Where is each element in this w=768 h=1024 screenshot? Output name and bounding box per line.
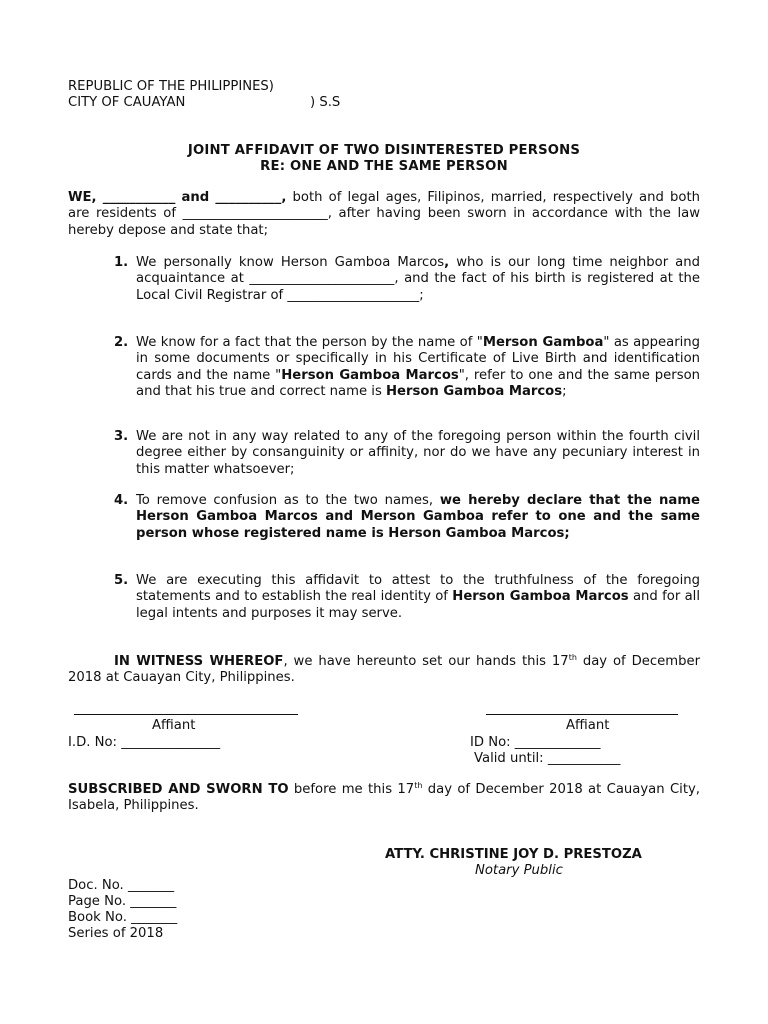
item-number: 1. — [114, 255, 129, 270]
item-text-part: , — [444, 255, 450, 270]
item-text-part: ", refer to one and the same person and that his true and correct name is — [136, 367, 700, 399]
item-number: 5. — [114, 573, 129, 588]
item-number: 3. — [114, 429, 129, 444]
intro-paragraph — [68, 190, 700, 239]
item-text-part: Merson Gamboa — [482, 335, 604, 350]
id-no-right: ID No: _____________ — [470, 735, 601, 750]
id-no-left: I.D. No: _______________ — [68, 735, 221, 750]
item-text — [136, 335, 700, 400]
intro-we: WE, — [68, 190, 97, 205]
notary-name: ATTY. CHRISTINE JOY D. PRESTOZA — [385, 847, 642, 862]
item-text — [136, 429, 700, 478]
item-text-part: We are not in any way related to any of the foregoing person within the fourth civil degree either by consanguinity or affinity, nor do we have any pecuniary interest in this matter whatsoever; — [136, 429, 700, 477]
witness-text-1: , we have hereunto set our hands this 17 — [283, 654, 569, 669]
doc-no: Doc. No. _______ — [68, 878, 175, 893]
item-text-part: Herson Gamboa Marcos — [281, 367, 459, 383]
title-line-1: JOINT AFFIDAVIT OF TWO DISINTERESTED PERSONS — [187, 143, 581, 158]
intro-text-1: both of legal ages, Filipinos, married, respectively and both are residents of — [68, 190, 700, 222]
sworn-text-2: day of December 2018 at Cauayan City, Isabela, Philippines. — [68, 782, 700, 814]
book-no: Book No. _______ — [68, 910, 178, 925]
intro-text-2: , after having been sworn in accordance with the law hereby depose and state that; — [68, 206, 701, 238]
notary-title: Notary Public — [475, 863, 563, 878]
item-text-part: We personally know Herson Gamboa Marcos — [136, 255, 445, 270]
item-text-part: who is our long time neighbor and acquaintance at ______________________, and the fact of his birth is registered at the Local Civil Registrar of ____________________; — [136, 255, 700, 303]
sworn-bold: SUBSCRIBED AND SWORN TO — [68, 782, 289, 797]
sworn-paragraph — [68, 782, 700, 815]
signature-line-left — [74, 714, 298, 715]
item-text-part: and for all legal intents and purposes it may serve. — [136, 589, 700, 621]
header-ss: ) S.S — [310, 95, 341, 110]
item-text-part: ; — [562, 383, 567, 399]
item-number: 4. — [114, 493, 129, 508]
item-text-part: Herson Gamboa Marcos — [452, 589, 629, 605]
item-text-part: To remove confusion as to the two names, — [136, 493, 440, 508]
title-line-2: RE: ONE AND THE SAME PERSON — [260, 159, 508, 174]
affiant-label-right: Affiant — [566, 718, 610, 733]
sworn-text-1: before me this 17 — [288, 782, 415, 797]
series: Series of 2018 — [68, 926, 164, 941]
witness-text-2: day of December 2018 at Cauayan City, Philippines. — [68, 654, 700, 686]
witness-sup: th — [568, 653, 577, 662]
item-text-part: Herson Gamboa Marcos — [386, 383, 563, 399]
item-text-part: we hereby declare that the name Herson Gamboa Marcos and Merson Gamboa refer to one and the same person whose registered name is Herson Gamboa Marcos; — [136, 493, 701, 541]
header-city: CITY OF CAUAYAN — [68, 95, 186, 110]
item-text — [136, 493, 700, 542]
valid-until-right: Valid until: ___________ — [474, 751, 621, 766]
sworn-sup: th — [414, 781, 423, 790]
signature-line-right — [486, 714, 678, 715]
item-text-part: " as appearing in some documents or specifically in his Certificate of Live Birth and identification cards and the name " — [136, 335, 701, 383]
affiant-label-left: Affiant — [152, 718, 196, 733]
item-text-part: We know for a fact that the person by the name of " — [136, 335, 483, 350]
intro-and: and — [181, 190, 210, 205]
intro-blank-3: ______________________ — [182, 206, 328, 222]
item-number: 2. — [114, 335, 129, 350]
intro-blank-1: ___________ — [102, 190, 176, 205]
witness-paragraph — [68, 654, 700, 687]
item-text-part: We are executing this affidavit to attest to the truthfulness of the foregoing statements and to establish the real identity of — [136, 573, 700, 605]
witness-bold: IN WITNESS WHEREOF — [114, 654, 284, 669]
header-republic: REPUBLIC OF THE PHILIPPINES) — [68, 79, 274, 94]
item-text — [136, 573, 700, 622]
page-no: Page No. _______ — [68, 894, 177, 909]
intro-blank-2: __________, — [215, 190, 287, 205]
item-text — [136, 255, 700, 304]
